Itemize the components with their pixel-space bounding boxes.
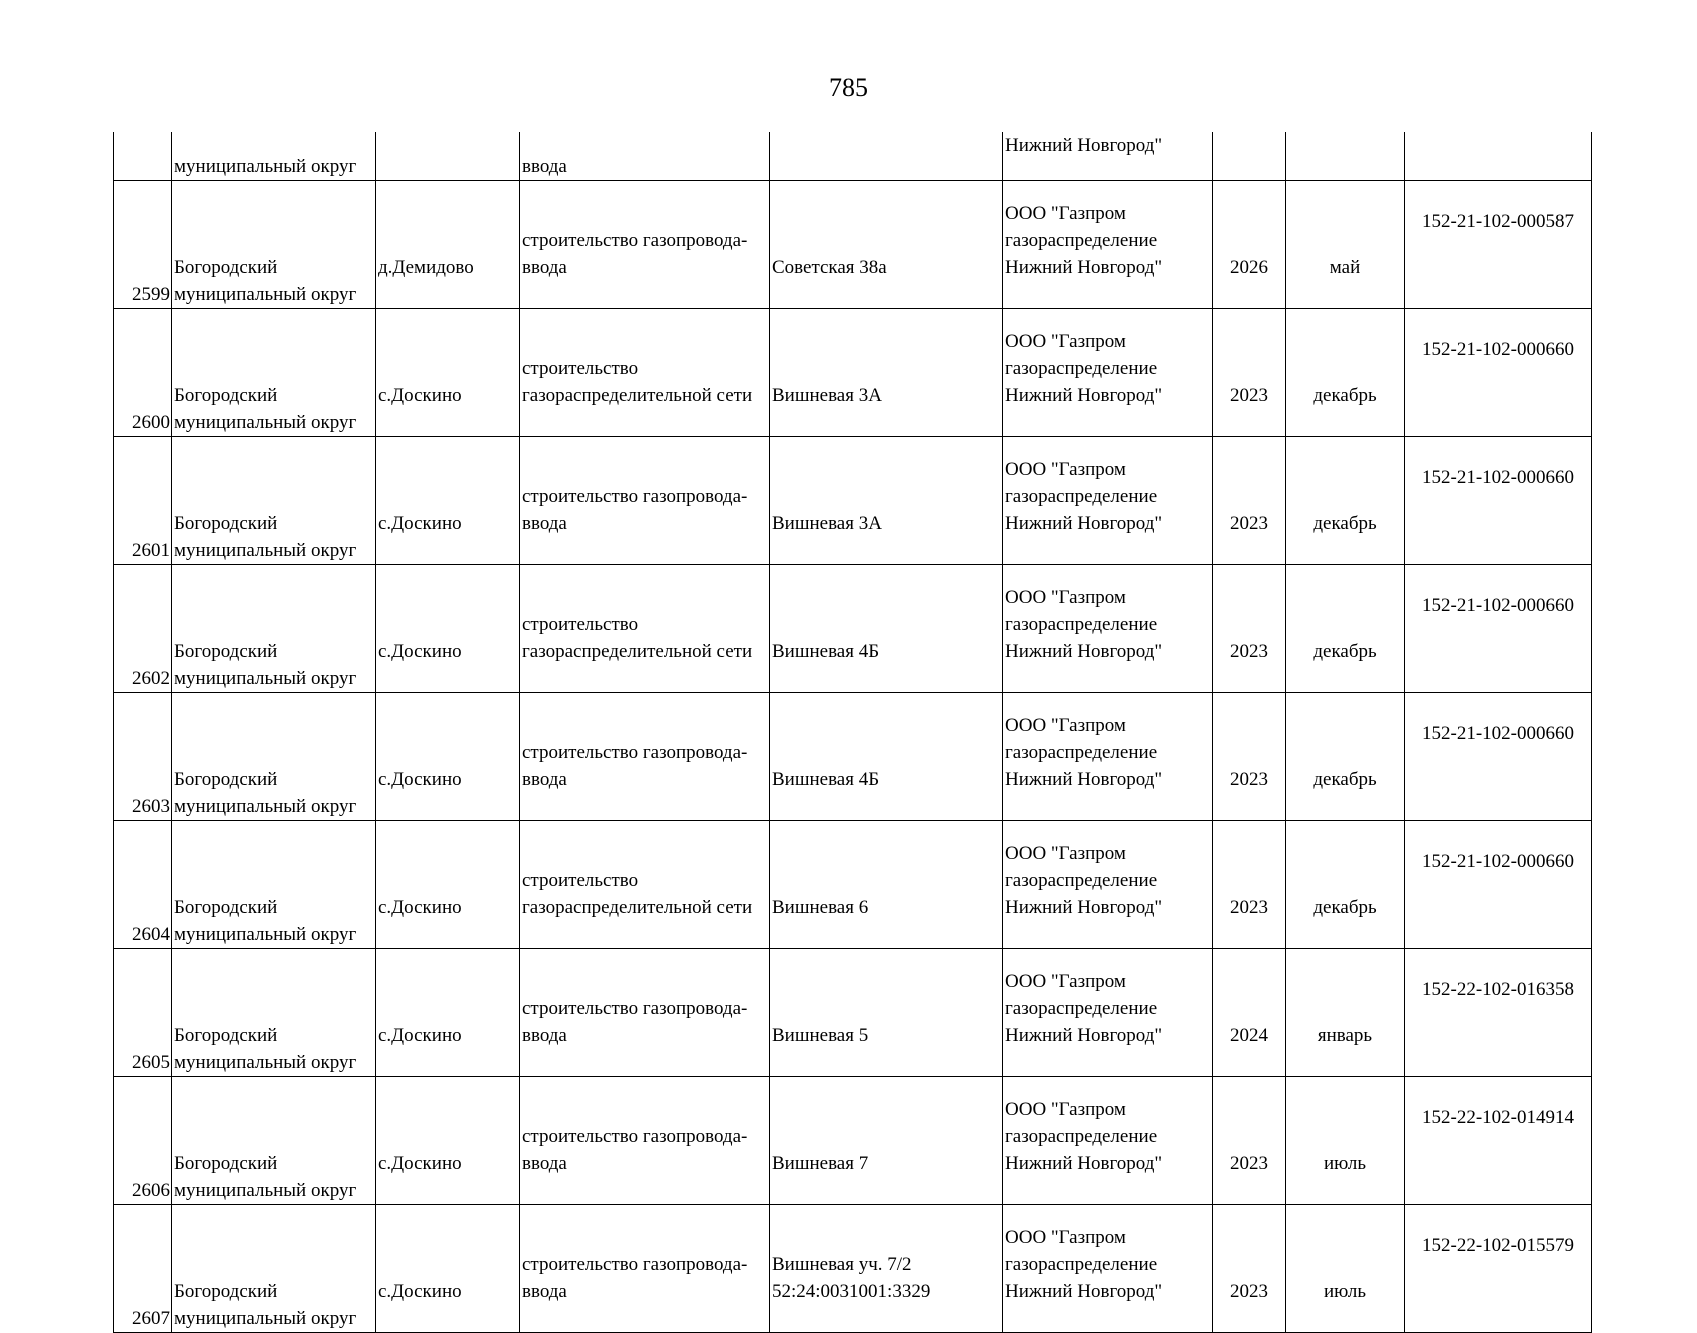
cell-address: Вишневая 4Б — [770, 565, 1003, 693]
cell-district: Богородский муниципальный округ — [172, 565, 376, 693]
cell-locality: с.Доскино — [376, 1077, 520, 1205]
cell-district: Богородский муниципальный округ — [172, 437, 376, 565]
table-row — [114, 949, 1592, 1077]
table-row — [114, 821, 1592, 949]
cell-num: 2600 — [114, 309, 172, 437]
table-row — [114, 309, 1592, 437]
table-row — [114, 693, 1592, 821]
cell-code: 152-22-102-015579 — [1405, 1205, 1592, 1333]
cell-month: декабрь — [1286, 565, 1405, 693]
cell-org: ООО "Газпром газораспределение Нижний Новгород" — [1003, 181, 1213, 309]
cell-month: декабрь — [1286, 693, 1405, 821]
cell-year: 2023 — [1213, 693, 1286, 821]
table-row — [114, 181, 1592, 309]
cell-month — [1286, 132, 1405, 181]
cell-year: 2023 — [1213, 1205, 1286, 1333]
cell-district: Богородский муниципальный округ — [172, 309, 376, 437]
cell-num: 2606 — [114, 1077, 172, 1205]
cell-num: 2605 — [114, 949, 172, 1077]
cell-code: 152-22-102-016358 — [1405, 949, 1592, 1077]
cell-code: 152-22-102-014914 — [1405, 1077, 1592, 1205]
cell-year: 2023 — [1213, 565, 1286, 693]
cell-work-type: ввода — [520, 132, 770, 181]
cell-district: Богородский муниципальный округ — [172, 1077, 376, 1205]
cell-num: 2607 — [114, 1205, 172, 1333]
cell-district: Богородский муниципальный округ — [172, 949, 376, 1077]
cell-month: декабрь — [1286, 437, 1405, 565]
cell-code: 152-21-102-000587 — [1405, 181, 1592, 309]
cell-work-type: строительство газопровода- ввода — [520, 949, 770, 1077]
cell-locality: с.Доскино — [376, 437, 520, 565]
cell-locality: с.Доскино — [376, 309, 520, 437]
cell-org: ООО "Газпром газораспределение Нижний Новгород" — [1003, 437, 1213, 565]
cell-locality: с.Доскино — [376, 1205, 520, 1333]
cell-month: июль — [1286, 1205, 1405, 1333]
cell-address: Вишневая 5 — [770, 949, 1003, 1077]
table-row — [114, 565, 1592, 693]
cell-code: 152-21-102-000660 — [1405, 437, 1592, 565]
cell-code — [1405, 132, 1592, 181]
cell-locality: с.Доскино — [376, 693, 520, 821]
cell-district: Богородский муниципальный округ — [172, 693, 376, 821]
cell-num: 2601 — [114, 437, 172, 565]
cell-work-type: строительство газораспределительной сети — [520, 309, 770, 437]
cell-month: январь — [1286, 949, 1405, 1077]
table-row — [114, 1077, 1592, 1205]
cell-org: ООО "Газпром газораспределение Нижний Новгород" — [1003, 949, 1213, 1077]
cell-work-type: строительство газопровода- ввода — [520, 181, 770, 309]
cell-locality: д.Демидово — [376, 181, 520, 309]
cell-address: Вишневая уч. 7/2 52:24:0031001:3329 — [770, 1205, 1003, 1333]
cell-address: Вишневая 6 — [770, 821, 1003, 949]
cell-org: ООО "Газпром газораспределение Нижний Новгород" — [1003, 693, 1213, 821]
cell-month: июль — [1286, 1077, 1405, 1205]
cell-org: ООО "Газпром газораспределение Нижний Новгород" — [1003, 1077, 1213, 1205]
cell-address — [770, 132, 1003, 181]
table-row — [114, 1205, 1592, 1333]
cell-district: Богородский муниципальный округ — [172, 1205, 376, 1333]
cell-year: 2023 — [1213, 1077, 1286, 1205]
cell-month: декабрь — [1286, 309, 1405, 437]
cell-year: 2026 — [1213, 181, 1286, 309]
cell-num: 2599 — [114, 181, 172, 309]
cell-org: ООО "Газпром газораспределение Нижний Новгород" — [1003, 309, 1213, 437]
cell-address: Вишневая 3А — [770, 309, 1003, 437]
cell-num — [114, 132, 172, 181]
table-row — [114, 437, 1592, 565]
cell-address: Вишневая 3А — [770, 437, 1003, 565]
cell-locality: с.Доскино — [376, 949, 520, 1077]
cell-locality: с.Доскино — [376, 821, 520, 949]
cell-num: 2602 — [114, 565, 172, 693]
cell-org: ООО "Газпром газораспределение Нижний Новгород" — [1003, 565, 1213, 693]
cell-year — [1213, 132, 1286, 181]
cell-year: 2023 — [1213, 437, 1286, 565]
cell-work-type: строительство газопровода- ввода — [520, 1205, 770, 1333]
cell-code: 152-21-102-000660 — [1405, 693, 1592, 821]
page-number: 785 — [829, 73, 868, 102]
gasification-table — [113, 132, 1592, 1333]
cell-work-type: строительство газораспределительной сети — [520, 565, 770, 693]
cell-district: муниципальный округ — [172, 132, 376, 181]
cell-work-type: строительство газораспределительной сети — [520, 821, 770, 949]
cell-year: 2024 — [1213, 949, 1286, 1077]
cell-address: Вишневая 4Б — [770, 693, 1003, 821]
cell-year: 2023 — [1213, 309, 1286, 437]
cell-num: 2603 — [114, 693, 172, 821]
cell-work-type: строительство газопровода- ввода — [520, 693, 770, 821]
cell-work-type: строительство газопровода- ввода — [520, 1077, 770, 1205]
cell-code: 152-21-102-000660 — [1405, 565, 1592, 693]
cell-locality — [376, 132, 520, 181]
cell-org: ООО "Газпром газораспределение Нижний Новгород" — [1003, 1205, 1213, 1333]
cell-org: ООО "Газпром газораспределение Нижний Новгород" — [1003, 821, 1213, 949]
cell-year: 2023 — [1213, 821, 1286, 949]
cell-district: Богородский муниципальный округ — [172, 821, 376, 949]
cell-month: май — [1286, 181, 1405, 309]
cell-org: Нижний Новгород" — [1003, 132, 1213, 181]
cell-address: Советская 38а — [770, 181, 1003, 309]
cell-work-type: строительство газопровода- ввода — [520, 437, 770, 565]
cell-month: декабрь — [1286, 821, 1405, 949]
cell-num: 2604 — [114, 821, 172, 949]
cell-code: 152-21-102-000660 — [1405, 821, 1592, 949]
cell-address: Вишневая 7 — [770, 1077, 1003, 1205]
cell-district: Богородский муниципальный округ — [172, 181, 376, 309]
continuation-row — [114, 132, 1592, 181]
cell-code: 152-21-102-000660 — [1405, 309, 1592, 437]
cell-locality: с.Доскино — [376, 565, 520, 693]
